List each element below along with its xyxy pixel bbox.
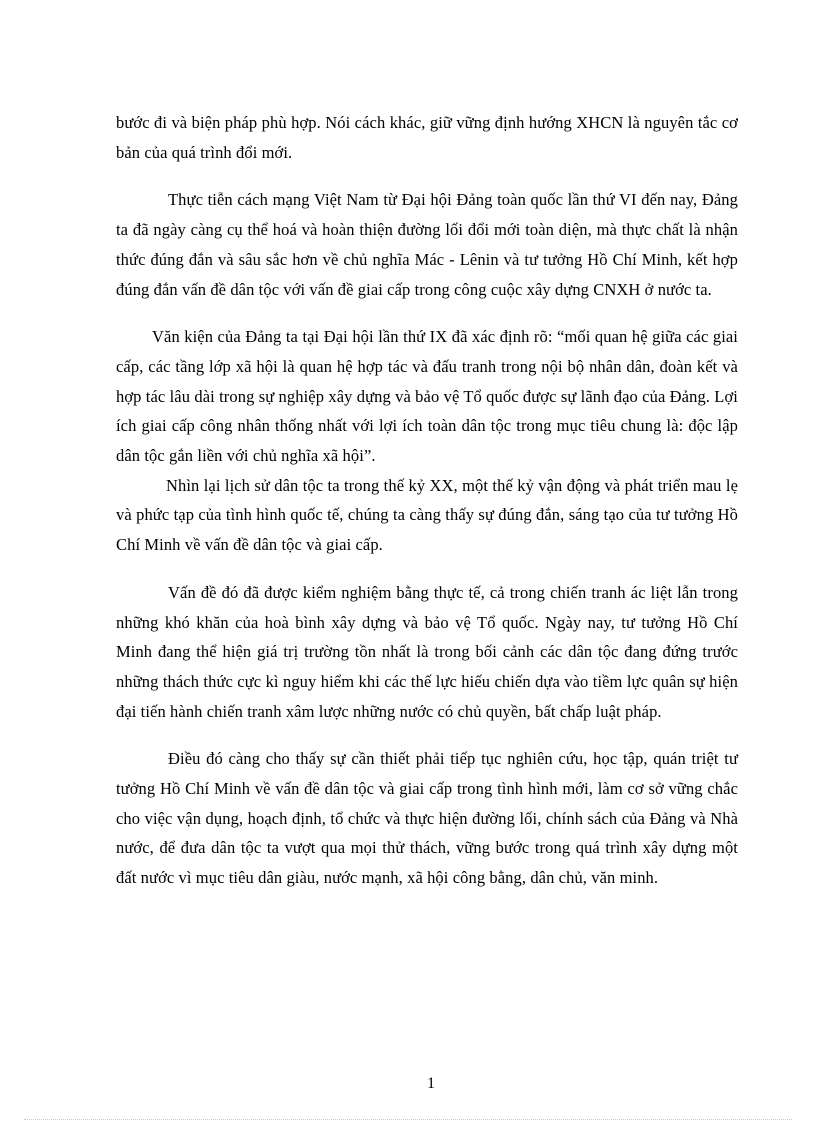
paragraph-3: Văn kiện của Đảng ta tại Đại hội lần thứ IX đã xác định rõ: “mối quan hệ giữa các giai cấp, các tầng lớp xã hội là quan hệ hợp tác và đấu tranh trong nội bộ nhân dân, đoàn kết và hợp tác lâu dài trong sự nghiệp xây dựng và bảo vệ Tổ quốc được sự lãnh đạo của Đảng. Lợi ích giai cấp công nhân thống nhất với lợi ích toàn dân tộc trong mục tiêu chung là: độc lập dân tộc gắn liền với chủ nghĩa xã hội”. [116,327,738,466]
paragraph-5: Vấn đề đó đã được kiểm nghiệm bằng thực tế, cả trong chiến tranh ác liệt lẫn trong những khó khăn của hoà bình xây dựng và bảo vệ Tổ quốc. Ngày nay, tư tưởng Hồ Chí Minh đang thể hiện giá trị trường tồn nhất là trong bối cảnh các dân tộc đang đứng trước những thách thức cực kì nguy hiểm khi các thế lực hiếu chiến dựa vào tiềm lực quân sự hiện đại tiến hành chiến tranh xâm lược những nước có chủ quyền, bất chấp luật pháp. [116,582,738,721]
paragraph-1: bước đi và biện pháp phù hợp. Nói cách khác, giữ vững định hướng XHCN là nguyên tắc cơ bản của quá trình đổi mới. [116,113,738,162]
page-bottom-rule [24,1119,792,1120]
paragraph-2: Thực tiễn cách mạng Việt Nam từ Đại hội Đảng toàn quốc lần thứ VI đến nay, Đảng ta đã ngày càng cụ thể hoá và hoàn thiện đường lối đổi mới toàn diện, mà thực chất là nhận thức đúng đắn và sâu sắc hơn về chủ nghĩa Mác - Lênin và tư tưởng Hồ Chí Minh, kết hợp đúng đắn vấn đề dân tộc với vấn đề giai cấp trong công cuộc xây dựng CNXH ở nước ta. [116,190,738,299]
document-body [116,108,738,893]
paragraph-4: Nhìn lại lịch sử dân tộc ta trong thế kỷ XX, một thế kỷ vận động và phát triển mau lẹ và phức tạp của tình hình quốc tế, chúng ta càng thấy sự đúng đắn, sáng tạo của tư tưởng Hồ Chí Minh về vấn đề dân tộc và giai cấp. [116,475,738,555]
page-number: 1 [427,1075,435,1092]
paragraph-6: Điều đó càng cho thấy sự cần thiết phải tiếp tục nghiên cứu, học tập, quán triệt tư tưởng Hồ Chí Minh về vấn đề dân tộc và giai cấp trong tình hình mới, làm cơ sở vững chắc cho việc vận dụng, hoạch định, tổ chức và thực hiện đường lối, chính sách của Đảng và Nhà nước, để đưa dân tộc ta vượt qua mọi thử thách, vững bước trong quá trình xây dựng một đất nước vì mục tiêu dân giàu, nước mạnh, xã hội công bằng, dân chủ, văn minh. [116,749,738,888]
